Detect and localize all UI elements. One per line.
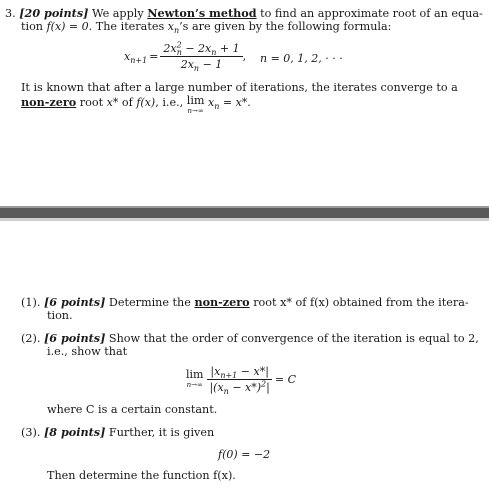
text-fragment: . The iterates bbox=[88, 20, 168, 33]
lhs-sub: n+1 bbox=[130, 55, 148, 65]
nonzero-term: non-zero bbox=[21, 95, 77, 109]
convergence-denominator bbox=[206, 380, 272, 394]
problem-text: We apply bbox=[88, 7, 148, 20]
num-sub: n bbox=[176, 47, 182, 57]
equals-constant: = C bbox=[274, 372, 296, 386]
formula-numerator bbox=[160, 39, 242, 57]
text-fragment: , i.e., bbox=[155, 96, 187, 109]
text-fragment: root x* of f(x) obtained from the itera- bbox=[249, 296, 469, 309]
convergence-formula bbox=[186, 364, 296, 394]
iterate-symbol: $x_n$ bbox=[167, 20, 180, 36]
num-rest: − 2x bbox=[181, 41, 212, 55]
lim-word: lim bbox=[186, 368, 204, 381]
num-sup: 2 bbox=[176, 39, 182, 49]
formula-fraction bbox=[160, 39, 242, 73]
part-1-line-1 bbox=[21, 295, 469, 310]
part-2-where: where C is a certain constant. bbox=[47, 403, 218, 416]
formula-lhs bbox=[124, 50, 147, 63]
part-3-line-1 bbox=[21, 425, 214, 440]
points-badge: [6 points] bbox=[43, 295, 106, 309]
num-sub: n+1 bbox=[220, 370, 238, 380]
convergence-numerator bbox=[207, 365, 272, 380]
given-equation: f(0) = −2 bbox=[218, 448, 271, 461]
part-label: (3). bbox=[21, 426, 41, 439]
text-fragment: Determine the bbox=[105, 296, 195, 309]
convergence-fraction bbox=[206, 365, 272, 394]
limit-value: = x*. bbox=[219, 96, 251, 109]
problem-number: 3. bbox=[5, 7, 16, 20]
lim-under: n→∞ bbox=[186, 381, 203, 389]
den-sub: n bbox=[223, 386, 229, 396]
part-2-line-2: i.e., show that bbox=[47, 345, 128, 358]
problem-line-1 bbox=[5, 6, 483, 21]
part-3-then: Then determine the function f(x). bbox=[47, 469, 236, 482]
problem-line-2 bbox=[21, 20, 391, 34]
part-2-line-1 bbox=[21, 331, 479, 346]
page-divider bbox=[0, 208, 489, 218]
points-badge: [6 points] bbox=[43, 331, 106, 345]
iterate-x: x bbox=[167, 20, 174, 33]
limit-operator bbox=[186, 369, 203, 389]
text-fragment: tion bbox=[21, 20, 47, 33]
known-line-2 bbox=[21, 95, 251, 115]
text-fragment: Further, it is given bbox=[105, 426, 215, 439]
formula-denominator bbox=[178, 57, 226, 71]
lim-under: n→∞ bbox=[187, 107, 204, 115]
equals-sign: = bbox=[149, 49, 159, 63]
den-term: 2x bbox=[180, 57, 194, 71]
limit-expression bbox=[204, 96, 251, 112]
num-rest-sub: n bbox=[211, 47, 217, 57]
points-badge: [8 points] bbox=[43, 425, 106, 439]
known-line-1: It is known that after a large number of iterations, the iterates converge to a bbox=[21, 81, 458, 94]
den-rest: − x*) bbox=[228, 380, 262, 394]
num-term: 2x bbox=[163, 41, 177, 55]
part-label: (1). bbox=[21, 296, 41, 309]
page-divider-shadow bbox=[0, 218, 489, 221]
limit-operator bbox=[187, 95, 205, 115]
text-fragment: Show that the order of convergence of the iteration is equal to 2, bbox=[105, 332, 479, 345]
limit-x: x bbox=[204, 96, 215, 109]
den-sub: n bbox=[193, 63, 200, 73]
den-end: | bbox=[266, 380, 270, 394]
problem-text-rest: to find an approximate root of an equa- bbox=[256, 7, 483, 20]
part-1-line-2: tion. bbox=[47, 309, 73, 322]
den-term: |(x bbox=[209, 380, 224, 394]
equation-inline: f(x) = 0 bbox=[46, 20, 89, 33]
iteration-formula bbox=[124, 41, 246, 71]
lhs-x: x bbox=[124, 49, 131, 63]
num-rest: − x*| bbox=[237, 364, 269, 378]
part-label: (2). bbox=[21, 332, 41, 345]
text-fragment: of bbox=[118, 96, 137, 109]
root-symbol: x* bbox=[106, 96, 119, 109]
points-badge: [20 points] bbox=[19, 6, 89, 20]
nonzero-term: non-zero bbox=[194, 295, 250, 309]
text-fragment: root bbox=[76, 96, 107, 109]
function-symbol: f(x) bbox=[136, 96, 156, 109]
formula-range: n = 0, 1, 2, · · · bbox=[260, 52, 343, 65]
formula-comma: , bbox=[242, 49, 247, 63]
text-fragment: ’s are given by the following formula: bbox=[179, 20, 392, 33]
den-sup: 2 bbox=[261, 378, 267, 388]
lim-word: lim bbox=[186, 94, 205, 107]
method-name: Newton’s method bbox=[147, 6, 257, 20]
num-term: |x bbox=[210, 364, 221, 378]
den-tail: − 1 bbox=[199, 57, 223, 71]
num-tail: + 1 bbox=[216, 41, 240, 55]
limit-x-sub: n bbox=[214, 102, 220, 112]
